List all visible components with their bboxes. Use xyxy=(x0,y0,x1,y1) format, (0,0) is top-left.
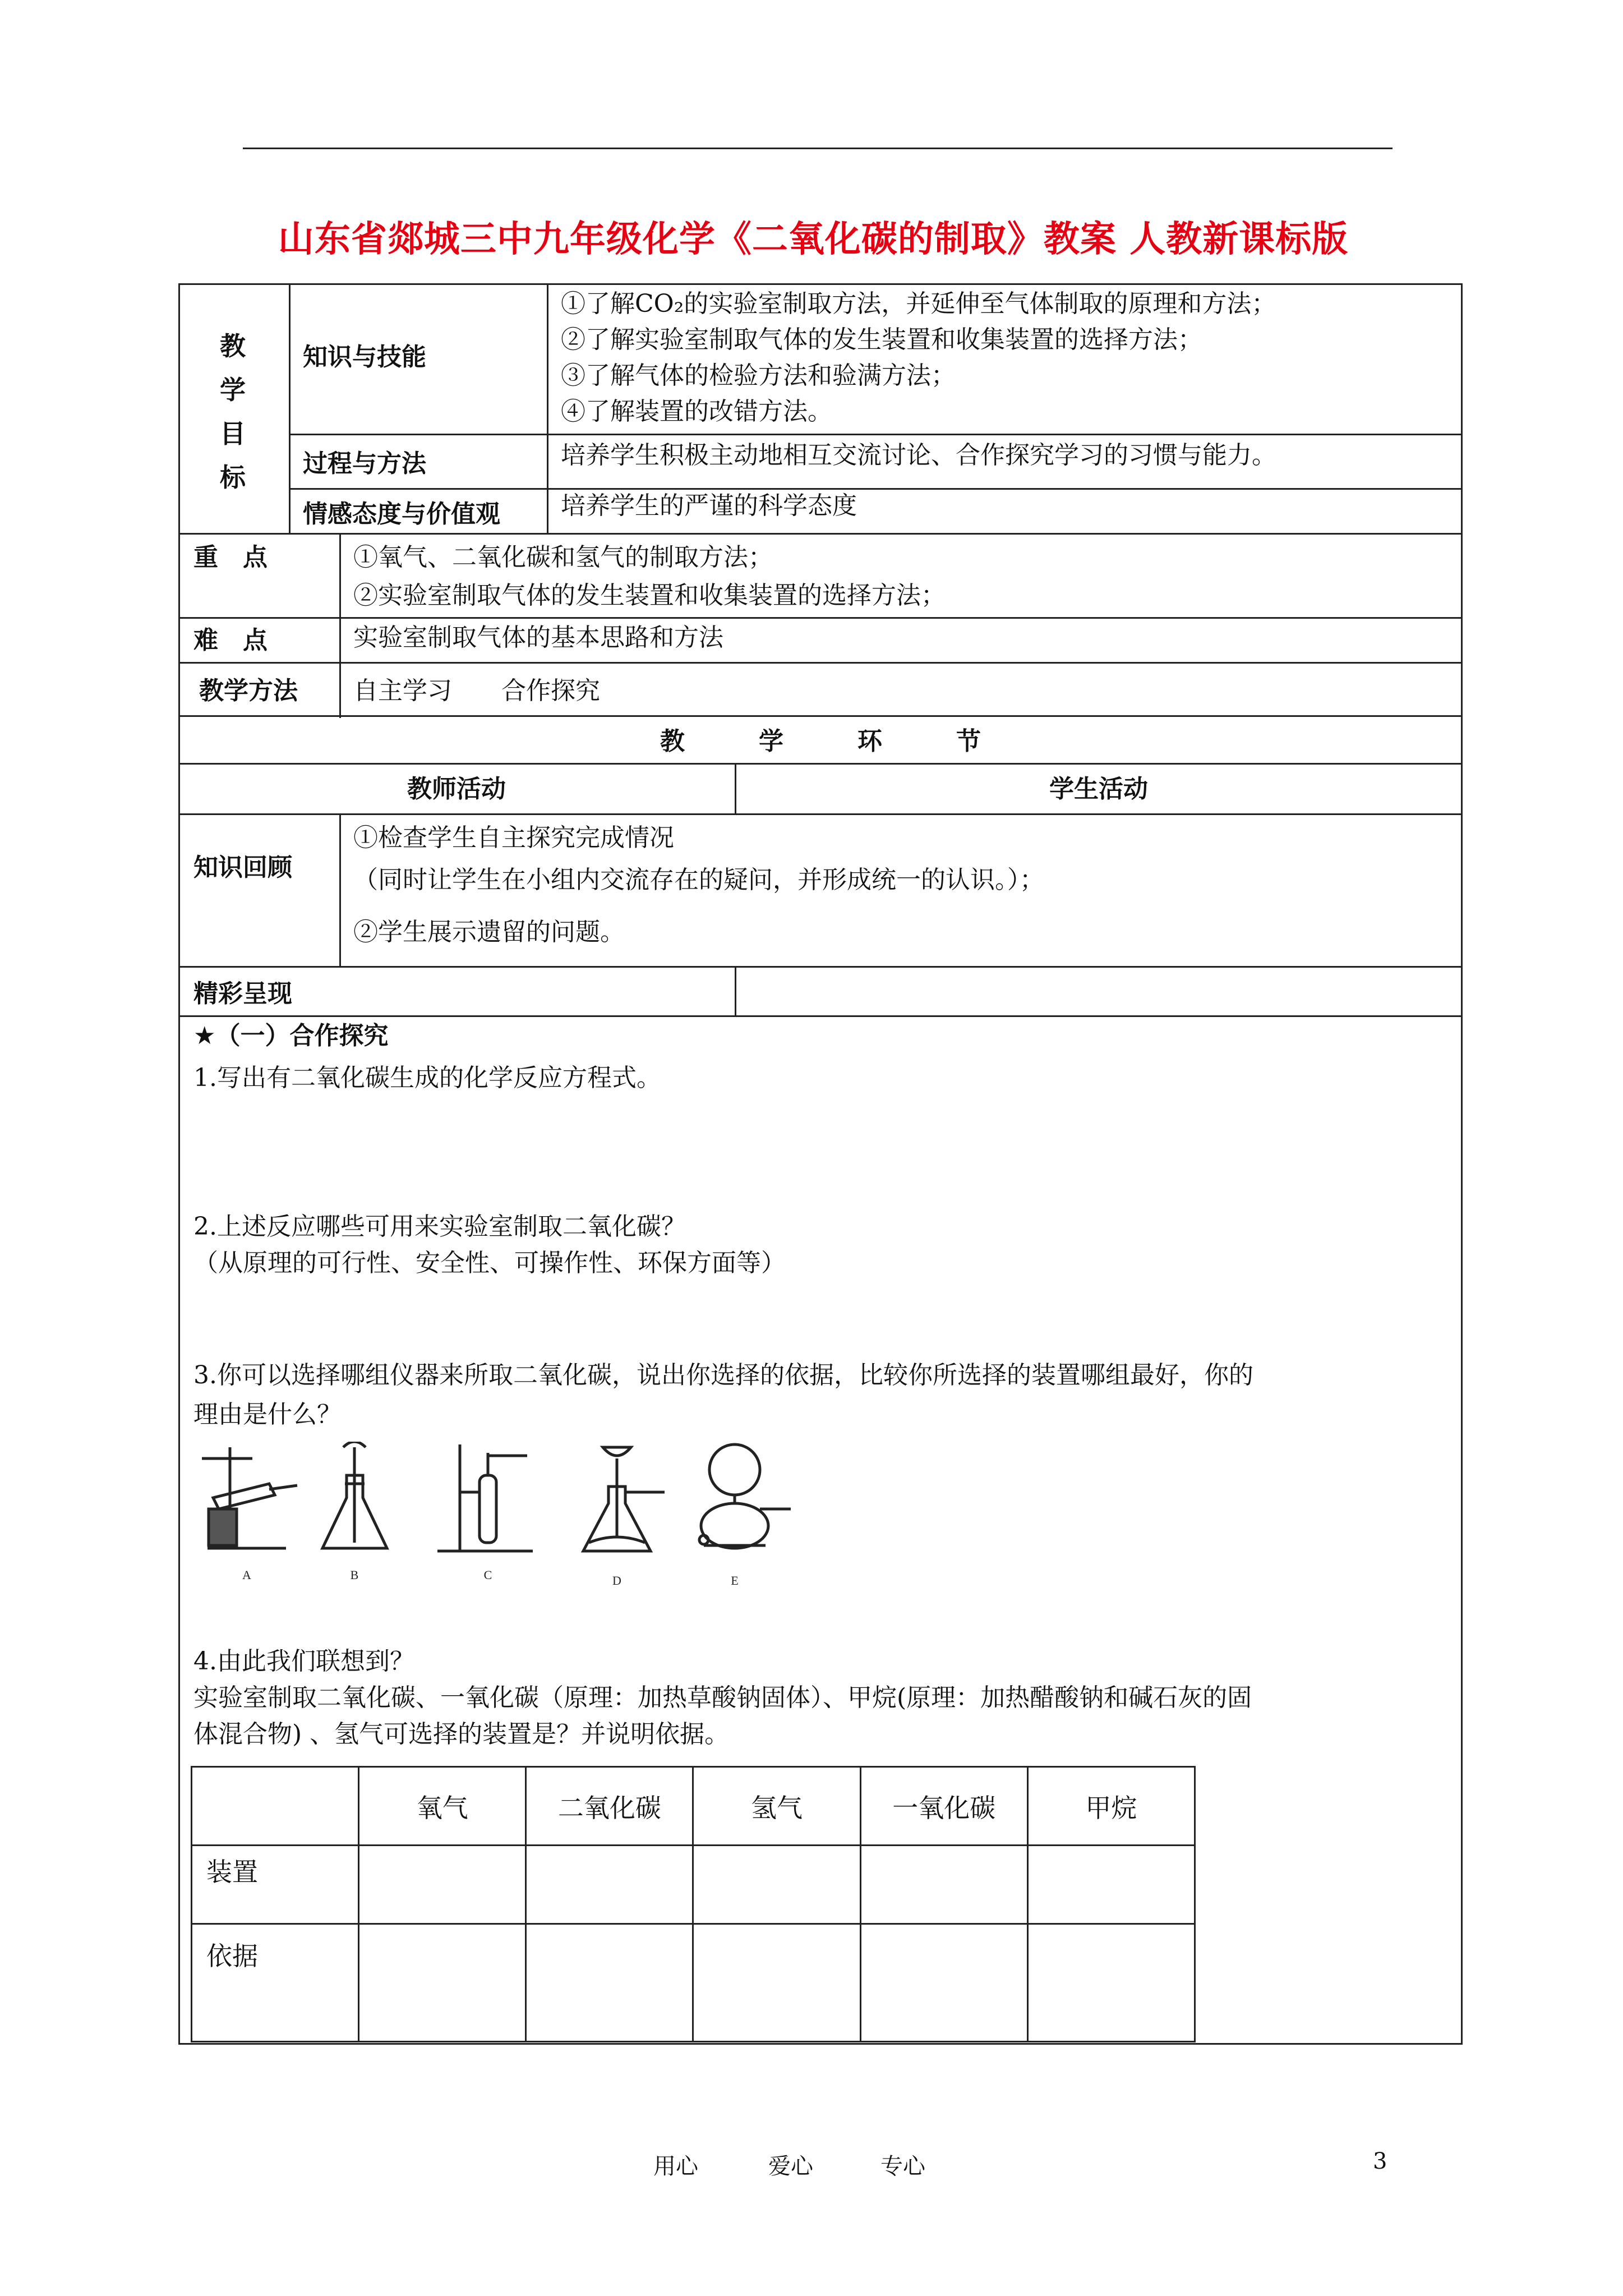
difficulty-label: 难 点 xyxy=(193,626,268,655)
teacher-activity-header: 教师活动 xyxy=(407,775,506,803)
rule xyxy=(178,763,1463,765)
apparatus-c-figure xyxy=(437,1444,533,1551)
apparatus-a-figure xyxy=(202,1447,297,1548)
figure-label-e: E xyxy=(731,1573,739,1588)
footer-word: 用心 xyxy=(653,2154,698,2179)
row-label-apparatus: 装置 xyxy=(192,1846,359,1924)
table-cell xyxy=(1027,1924,1195,2042)
rule xyxy=(178,715,1463,717)
knowledge-item: ④了解装置的改错方法。 xyxy=(561,397,832,426)
apparatus-d-figure xyxy=(583,1447,665,1551)
rule xyxy=(339,533,341,718)
question-4: 4.由此我们联想到？ xyxy=(193,1647,414,1676)
table-cell xyxy=(359,1846,526,1924)
table-cell xyxy=(860,1846,1027,1924)
table-corner-cell xyxy=(192,1767,359,1846)
figure-label-c: C xyxy=(483,1568,492,1582)
highlight-label: 精彩呈现 xyxy=(193,979,292,1008)
rule xyxy=(178,662,1463,664)
process-text: 培养学生积极主动地相互交流讨论、合作探究学习的习惯与能力。 xyxy=(561,441,1276,470)
gas-apparatus-table xyxy=(191,1766,1196,2042)
question-2-note: （从原理的可行性、安全性、可操作性、环保方面等） xyxy=(193,1249,786,1277)
knowledge-item: ③了解气体的检验方法和验满方法； xyxy=(561,361,956,390)
document-title: 山东省郯城三中九年级化学《二氧化碳的制取》教案 人教新课标版 xyxy=(278,219,1349,260)
header-rule xyxy=(243,148,1393,149)
page-number: 3 xyxy=(1373,2148,1387,2174)
figure-label-b: B xyxy=(350,1568,359,1582)
emotion-text: 培养学生的严谨的科学态度 xyxy=(561,491,857,520)
table-cell xyxy=(526,1924,693,2042)
knowledge-item: ②了解实验室制取气体的发生装置和收集装置的选择方法； xyxy=(561,325,1202,354)
rule xyxy=(339,813,341,966)
footer-word: 专心 xyxy=(880,2154,925,2179)
rule xyxy=(178,617,1463,619)
rule xyxy=(289,434,1463,435)
rule xyxy=(178,533,1463,535)
review-line: ①检查学生自主探究完成情况 xyxy=(353,823,674,852)
table-cell xyxy=(693,1924,860,2042)
question-4-line1: 实验室制取二氧化碳、一氧化碳（原理：加热草酸钠固体）、甲烷(原理：加热醋酸钠和碱石灰的固 xyxy=(193,1683,1252,1712)
rule xyxy=(547,283,548,533)
question-1: 1.写出有二氧化碳生成的化学反应方程式。 xyxy=(193,1064,661,1092)
rule xyxy=(289,488,1463,490)
rule xyxy=(178,813,1463,815)
row-label-basis: 依据 xyxy=(192,1924,359,2042)
review-label: 知识回顾 xyxy=(193,853,292,882)
apparatus-e-figure xyxy=(699,1444,791,1548)
table-cell xyxy=(1027,1846,1195,1924)
header-carbon-dioxide: 二氧化碳 xyxy=(526,1767,693,1846)
rule xyxy=(735,966,736,1015)
rule xyxy=(178,1015,1463,1017)
review-line: ②学生展示遗留的问题。 xyxy=(353,918,625,946)
knowledge-label: 知识与技能 xyxy=(303,343,426,371)
table-cell xyxy=(693,1846,860,1924)
method-label: 教学方法 xyxy=(199,677,298,705)
inquiry-heading: ★（一）合作探究 xyxy=(193,1022,389,1050)
rule xyxy=(289,283,291,533)
key-point-item: ①氧气、二氧化碳和氢气的制取方法； xyxy=(353,543,773,572)
apparatus-figures xyxy=(196,1442,841,1599)
method-text: 自主学习 合作探究 xyxy=(353,677,600,705)
table-cell xyxy=(860,1924,1027,2042)
knowledge-item: ①了解CO₂的实验室制取方法，并延伸至气体制取的原理和方法； xyxy=(561,289,1276,318)
emotion-label: 情感态度与价值观 xyxy=(303,500,500,528)
figure-label-a: A xyxy=(242,1568,251,1582)
question-3-cont: 理由是什么？ xyxy=(193,1400,342,1429)
header-carbon-monoxide: 一氧化碳 xyxy=(860,1767,1027,1846)
footer-word: 爱心 xyxy=(768,2154,813,2179)
header-oxygen: 氧气 xyxy=(359,1767,526,1846)
objectives-label: 教 学 目 标 xyxy=(220,331,246,493)
key-point-item: ②实验室制取气体的发生装置和收集装置的选择方法； xyxy=(353,581,946,610)
figure-label-d: D xyxy=(612,1573,621,1588)
review-line: （同时让学生在小组内交流存在的疑问，并形成统一的认识。）； xyxy=(353,866,1044,894)
header-hydrogen: 氢气 xyxy=(693,1767,860,1846)
question-4-line2: 体混合物) 、氢气可选择的装置是？并说明依据。 xyxy=(193,1720,730,1749)
header-methane: 甲烷 xyxy=(1027,1767,1195,1846)
section-header: 教 学 环 节 xyxy=(660,727,981,756)
table-cell xyxy=(526,1846,693,1924)
apparatus-b-figure xyxy=(322,1442,387,1548)
question-2: 2.上述反应哪些可用来实验室制取二氧化碳？ xyxy=(193,1212,686,1241)
difficulty-text: 实验室制取气体的基本思路和方法 xyxy=(353,623,723,652)
key-points-label: 重 点 xyxy=(193,543,268,572)
table-cell xyxy=(359,1924,526,2042)
student-activity-header: 学生活动 xyxy=(1049,775,1148,803)
question-3: 3.你可以选择哪组仪器来所取二氧化碳，说出你选择的依据，比较你所选择的装置哪组最好，你的 xyxy=(193,1361,1253,1389)
process-label: 过程与方法 xyxy=(303,449,426,478)
rule xyxy=(178,966,1463,968)
